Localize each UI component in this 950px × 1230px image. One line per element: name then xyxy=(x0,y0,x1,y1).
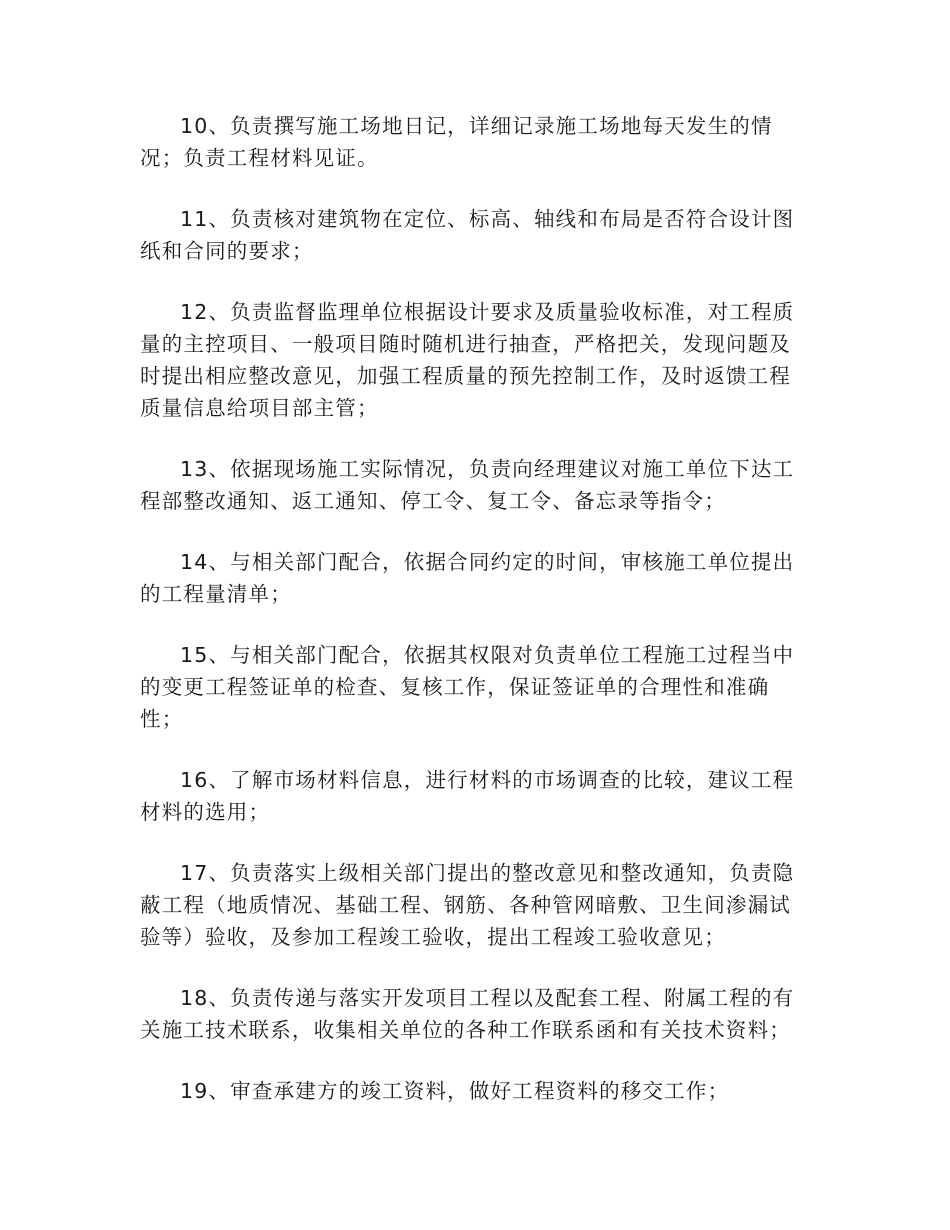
paragraph-line: 15、与相关部门配合，依据其权限对负责单位工程施工过程当中 xyxy=(180,643,795,667)
paragraph-line: 时提出相应整改意见，加强工程质量的预先控制工作，及时返馈工程 xyxy=(140,364,791,388)
paragraph-18 xyxy=(140,982,800,1046)
paragraph-line: 17、负责落实上级相关部门提出的整改意见和整改通知，负责隐 xyxy=(180,861,795,885)
paragraph-line: 19、审查承建方的竣工资料，做好工程资料的移交工作； xyxy=(180,1079,730,1103)
paragraph-line: 16、了解市场材料信息，进行材料的市场调查的比较，建议工程 xyxy=(180,768,795,792)
paragraph-13 xyxy=(140,453,800,517)
paragraph-19 xyxy=(140,1075,800,1107)
paragraph-line: 18、负责传递与落实开发项目工程以及配套工程、附属工程的有 xyxy=(180,986,795,1010)
paragraph-line: 11、负责核对建筑物在定位、标高、轴线和布局是否符合设计图 xyxy=(180,207,795,231)
paragraph-14 xyxy=(140,546,800,610)
paragraph-line: 程部整改通知、返工通知、停工令、复工令、备忘录等指令； xyxy=(140,489,726,513)
document-body xyxy=(140,110,800,1107)
paragraph-line: 况；负责工程材料见证。 xyxy=(140,146,379,170)
paragraph-line: 质量信息给项目部主管； xyxy=(140,396,379,420)
paragraph-line: 14、与相关部门配合，依据合同约定的时间，审核施工单位提出 xyxy=(180,550,795,574)
paragraph-line: 10、负责撰写施工场地日记，详细记录施工场地每天发生的情 xyxy=(180,114,773,138)
paragraph-10 xyxy=(140,110,800,174)
paragraph-line: 关施工技术联系，收集相关单位的各种工作联系函和有关技术资料； xyxy=(140,1018,791,1042)
paragraph-line: 的工程量清单； xyxy=(140,582,292,606)
paragraph-line: 性； xyxy=(140,707,184,731)
paragraph-15 xyxy=(140,639,800,735)
paragraph-line: 蔽工程（地质情况、基础工程、钢筋、各种管网暗敷、卫生间渗漏试 xyxy=(140,893,791,917)
paragraph-line: 量的主控项目、一般项目随时随机进行抽查，严格把关，发现问题及 xyxy=(140,332,791,356)
paragraph-line: 13、依据现场施工实际情况，负责向经理建议对施工单位下达工 xyxy=(180,457,795,481)
paragraph-16 xyxy=(140,764,800,828)
paragraph-11 xyxy=(140,203,800,267)
paragraph-line: 纸和合同的要求； xyxy=(140,239,314,263)
paragraph-line: 材料的选用； xyxy=(140,800,271,824)
paragraph-12 xyxy=(140,296,800,424)
paragraph-line: 验等）验收，及参加工程竣工验收，提出工程竣工验收意见； xyxy=(140,925,726,949)
paragraph-line: 的变更工程签证单的检查、复核工作，保证签证单的合理性和准确 xyxy=(140,675,770,699)
paragraph-line: 12、负责监督监理单位根据设计要求及质量验收标准，对工程质 xyxy=(180,300,795,324)
paragraph-17 xyxy=(140,857,800,953)
